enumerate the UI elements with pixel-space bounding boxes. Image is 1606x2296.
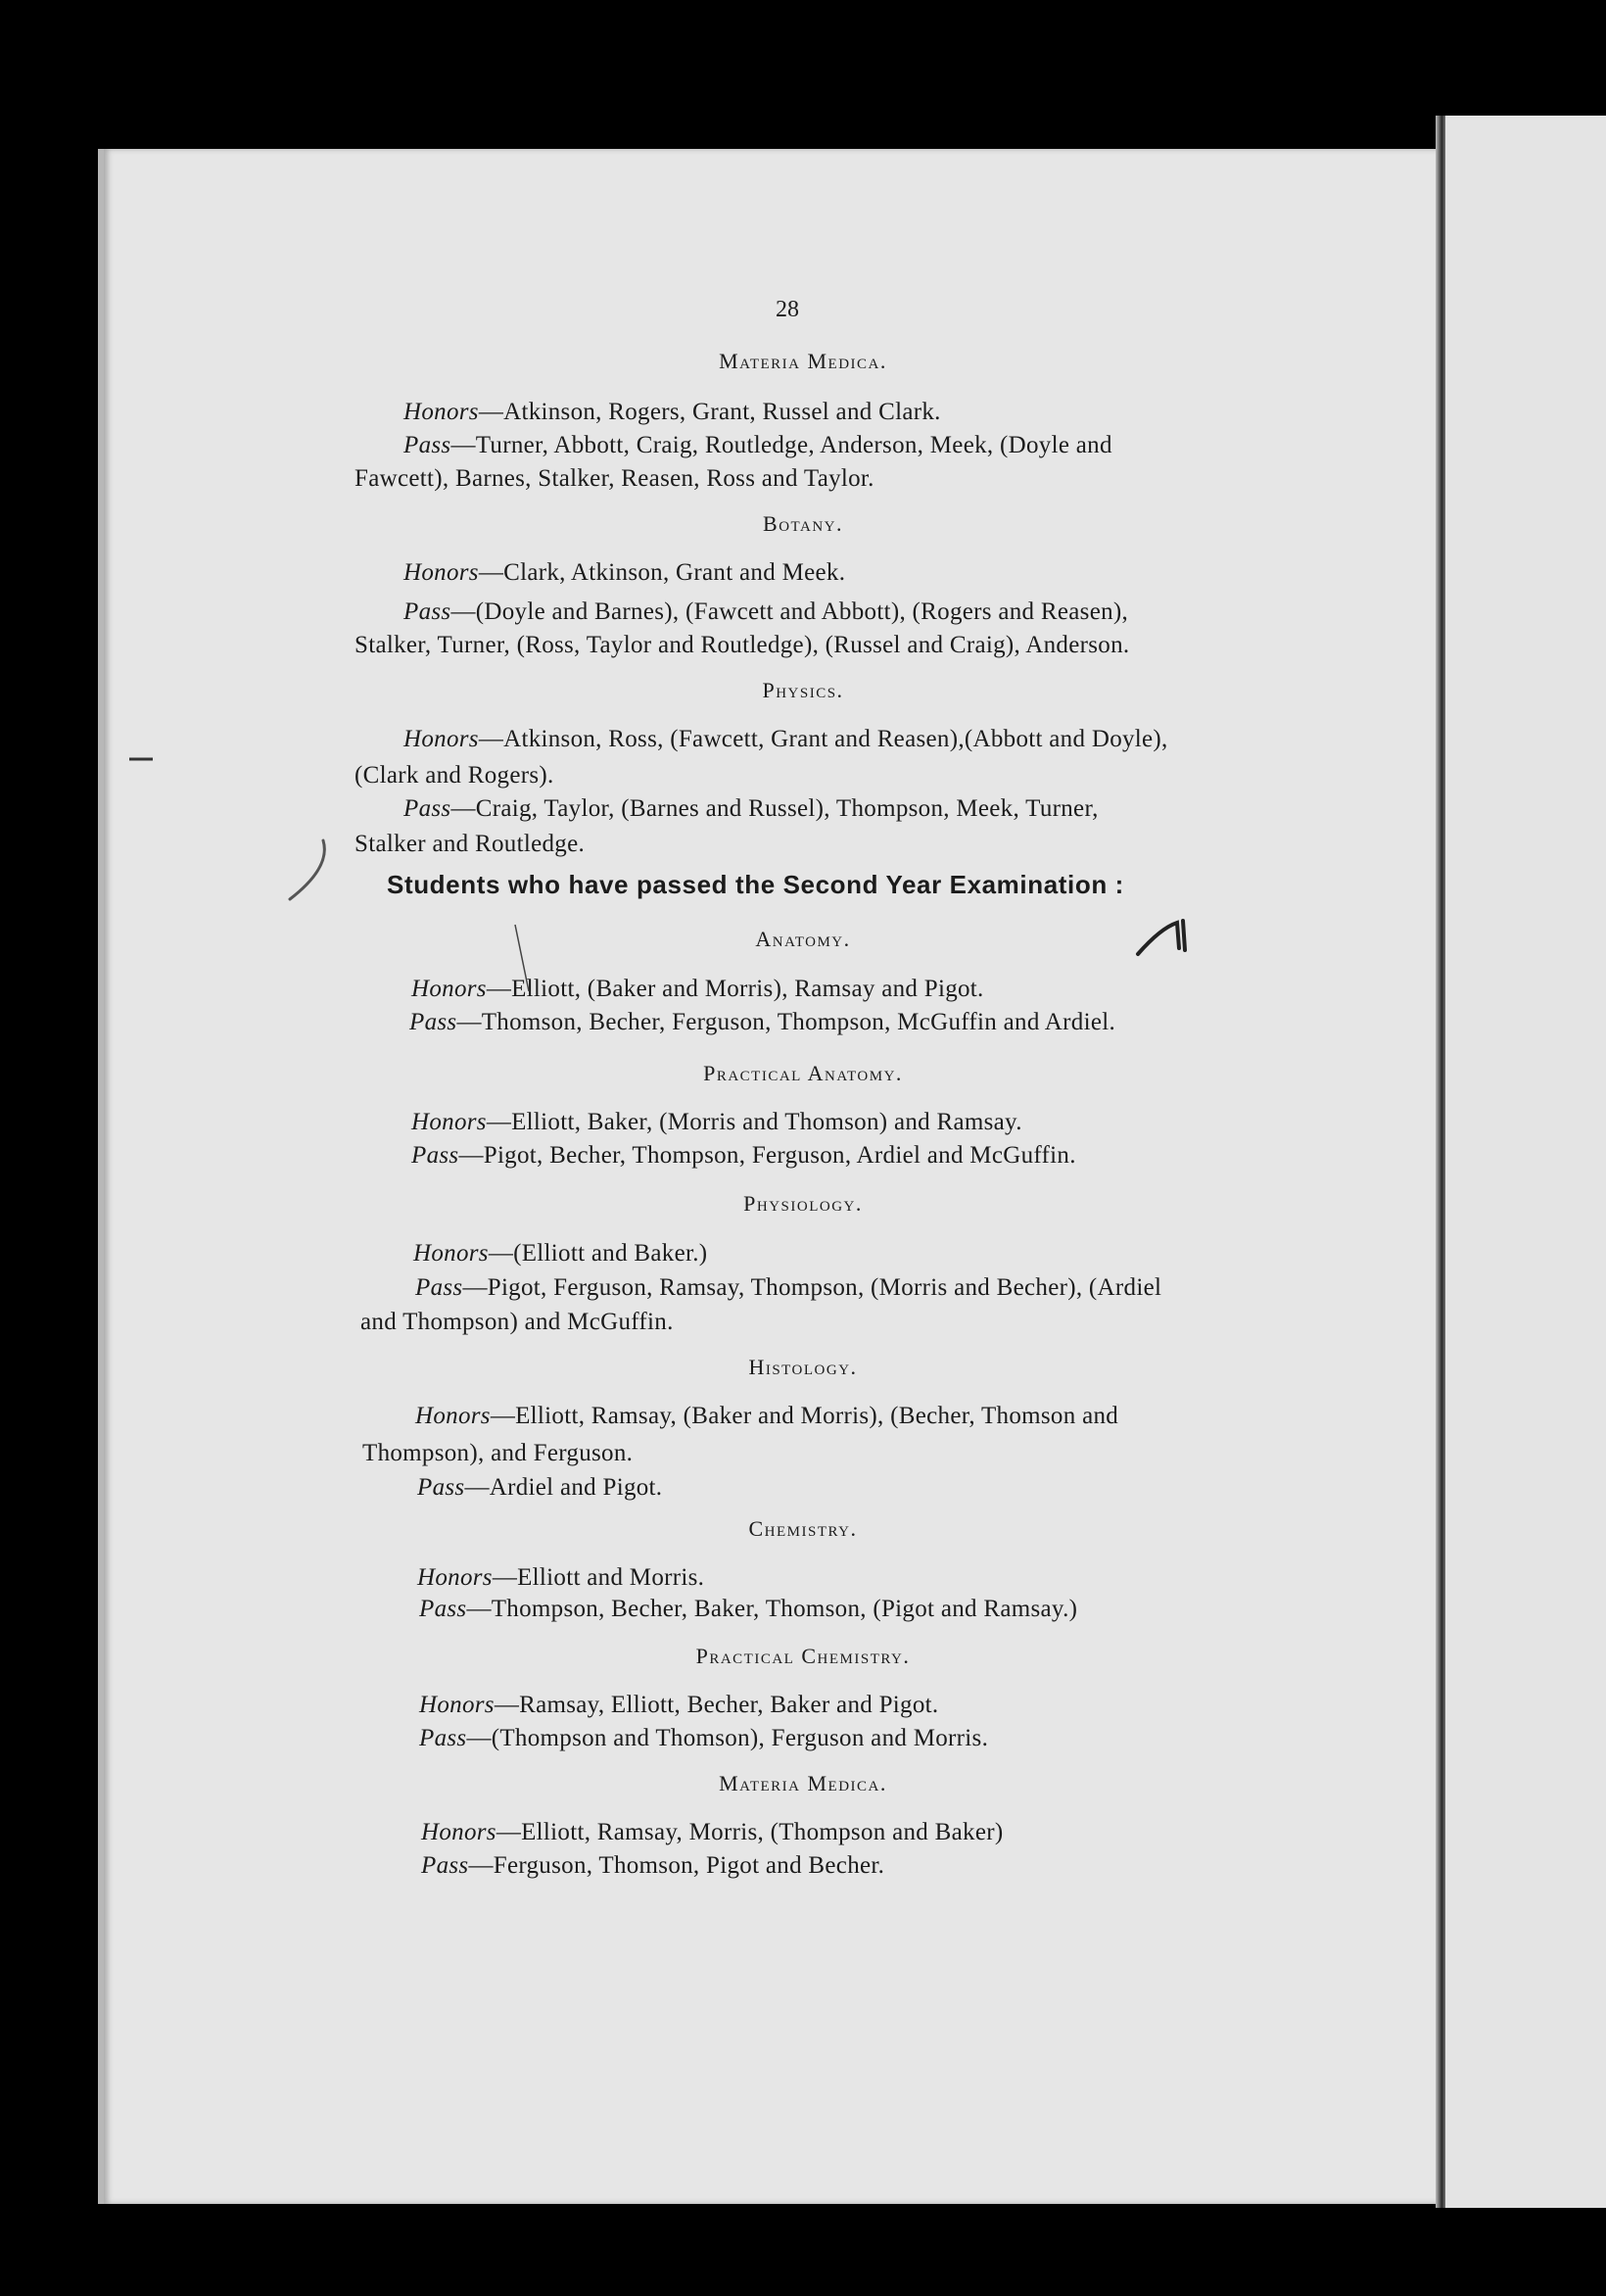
pencil-stroke xyxy=(509,921,539,999)
honors-line xyxy=(413,1240,707,1268)
honors-names: —Atkinson, Rogers, Grant, Russel and Clark. xyxy=(478,399,941,425)
pass-label: Pass xyxy=(419,1725,467,1751)
pass-line xyxy=(403,795,1099,823)
honors-names: —Atkinson, Ross, (Fawcett, Grant and Reasen),(Abbott and Doyle), xyxy=(478,726,1168,752)
honors-names: —Elliott, Ramsay, Morris, (Thompson and Baker) xyxy=(496,1819,1004,1845)
page-number: 28 xyxy=(776,297,799,322)
honors-names: —Elliott and Morris. xyxy=(492,1564,705,1591)
pass-label: Pass xyxy=(403,432,451,458)
pass-line xyxy=(409,1009,1115,1036)
heading-materia-medica-2: Materia Medica. xyxy=(719,1771,887,1795)
heading-chemistry: Chemistry. xyxy=(748,1516,858,1541)
heading-physiology: Physiology. xyxy=(743,1191,863,1216)
pass-names: —(Thompson and Thomson), Ferguson and Morris. xyxy=(466,1725,989,1751)
pass-label: Pass xyxy=(409,1009,457,1035)
pass-label: Pass xyxy=(419,1596,467,1622)
pass-names: —Thompson, Becher, Baker, Thomson, (Pigot and Ramsay.) xyxy=(466,1596,1078,1622)
pass-label: Pass xyxy=(415,1274,463,1301)
honors-line-continued: Thompson), and Ferguson. xyxy=(362,1440,634,1466)
margin-dash xyxy=(127,754,157,764)
honors-line xyxy=(419,1692,938,1719)
honors-label: Honors xyxy=(421,1819,496,1845)
honors-names: —Elliott, Baker, (Morris and Thomson) and Ramsay. xyxy=(486,1109,1022,1135)
pass-line-continued: and Thompson) and McGuffin. xyxy=(360,1309,674,1335)
honors-line xyxy=(415,1403,1118,1430)
honors-line-continued: (Clark and Rogers). xyxy=(354,762,554,789)
heading-botany: Botany. xyxy=(763,511,843,536)
pass-names: —Pigot, Becher, Thompson, Ferguson, Ardiel and McGuffin. xyxy=(458,1142,1076,1169)
pass-label: Pass xyxy=(417,1474,465,1501)
honors-line xyxy=(417,1564,704,1592)
pass-names: —Pigot, Ferguson, Ramsay, Thompson, (Morris and Becher), (Ardiel xyxy=(462,1274,1162,1301)
honors-label: Honors xyxy=(411,1109,487,1135)
pass-names: —Ardiel and Pigot. xyxy=(464,1474,663,1501)
pass-line xyxy=(415,1274,1161,1302)
honors-line xyxy=(403,726,1168,753)
honors-label: Honors xyxy=(417,1564,493,1591)
honors-names: —Elliott, (Baker and Morris), Ramsay and Pigot. xyxy=(486,976,984,1002)
honors-names: —(Elliott and Baker.) xyxy=(488,1240,708,1267)
pass-line xyxy=(421,1852,884,1880)
honors-label: Honors xyxy=(403,399,479,425)
pass-names: —Ferguson, Thomson, Pigot and Becher. xyxy=(468,1852,885,1879)
honors-line xyxy=(421,1819,1003,1846)
pass-label: Pass xyxy=(411,1142,459,1169)
pass-line xyxy=(417,1474,662,1502)
pass-names: —Thomson, Becher, Ferguson, Thompson, McGuffin and Ardiel. xyxy=(456,1009,1116,1035)
heading-physics: Physics. xyxy=(762,678,844,702)
honors-line xyxy=(411,976,984,1003)
heading-histology: Histology. xyxy=(748,1355,858,1379)
pass-label: Pass xyxy=(403,598,451,625)
honors-line xyxy=(403,559,845,587)
heading-anatomy: Anatomy. xyxy=(755,927,851,951)
heading-practical-anatomy: Practical Anatomy. xyxy=(703,1061,903,1085)
pass-line-continued: Stalker and Routledge. xyxy=(354,831,586,857)
honors-line xyxy=(411,1109,1022,1136)
pass-line xyxy=(403,432,1112,459)
honors-names: —Clark, Atkinson, Grant and Meek. xyxy=(478,559,846,586)
honors-label: Honors xyxy=(419,1692,495,1718)
pass-names: —Craig, Taylor, (Barnes and Russel), Thompson, Meek, Turner, xyxy=(450,795,1099,822)
second-year-title-text: Students who have passed the Second Year Examination xyxy=(387,870,1108,899)
pencil-mark-right xyxy=(1134,915,1203,964)
pass-line xyxy=(411,1142,1076,1170)
honors-label: Honors xyxy=(411,976,487,1002)
heading-practical-chemistry: Practical Chemistry. xyxy=(695,1644,911,1668)
honors-label: Honors xyxy=(413,1240,489,1267)
honors-label: Honors xyxy=(403,726,479,752)
pencil-mark-left xyxy=(284,833,333,911)
honors-names: —Ramsay, Elliott, Becher, Baker and Pigot. xyxy=(494,1692,939,1718)
pass-line-continued: Stalker, Turner, (Ross, Taylor and Routledge), (Russel and Craig), Anderson. xyxy=(354,632,1130,658)
second-year-title: Students who have passed the Second Year Examination : xyxy=(387,870,1124,899)
honors-line xyxy=(403,399,941,426)
heading-materia-medica-1: Materia Medica. xyxy=(719,349,887,373)
pass-names: —(Doyle and Barnes), (Fawcett and Abbott), (Rogers and Reasen), xyxy=(450,598,1129,625)
pass-line xyxy=(419,1725,988,1752)
pass-label: Pass xyxy=(403,795,451,822)
honors-names: —Elliott, Ramsay, (Baker and Morris), (Becher, Thomson and xyxy=(490,1403,1119,1429)
pass-line xyxy=(403,598,1128,626)
honors-label: Honors xyxy=(403,559,479,586)
pass-label: Pass xyxy=(421,1852,469,1879)
honors-label: Honors xyxy=(415,1403,491,1429)
pass-line-continued: Fawcett), Barnes, Stalker, Reasen, Ross and Taylor. xyxy=(354,465,874,492)
pass-names: —Turner, Abbott, Craig, Routledge, Anderson, Meek, (Doyle and xyxy=(450,432,1112,458)
pass-line xyxy=(419,1596,1077,1623)
